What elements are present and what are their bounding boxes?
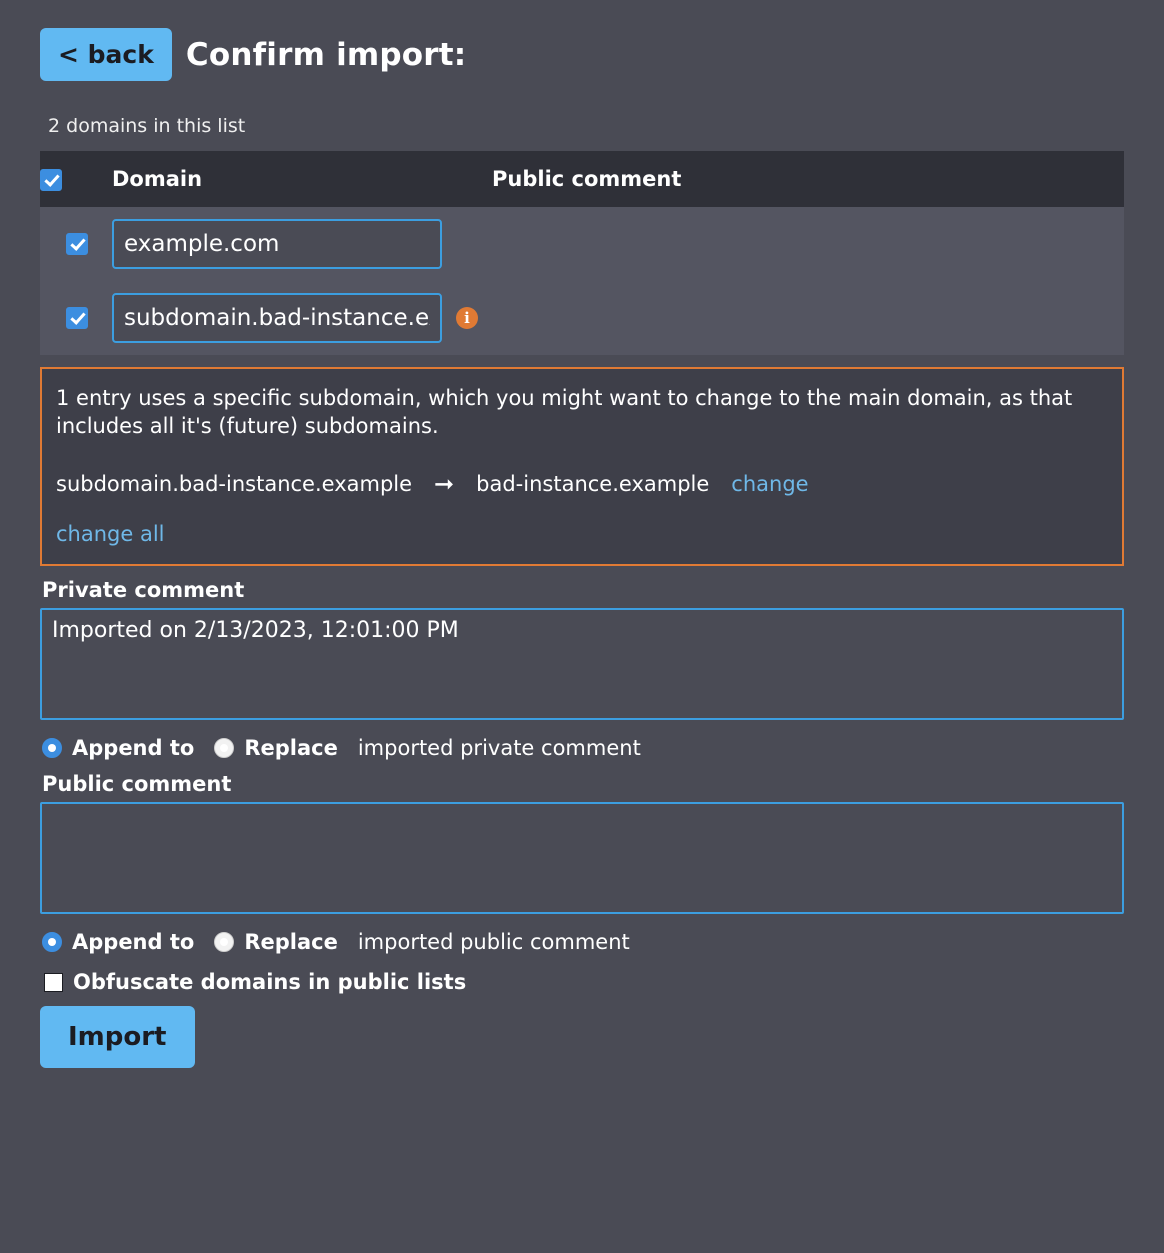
- row-public-comment-cell: [492, 207, 1124, 281]
- import-button[interactable]: Import: [40, 1006, 195, 1068]
- row-checkbox-1[interactable]: [66, 233, 88, 255]
- row-select-cell: [40, 281, 112, 355]
- domain-with-warning: [112, 293, 492, 343]
- table-header-row: [40, 151, 1124, 207]
- public-replace-label: Replace: [244, 930, 338, 955]
- subdomain-warning-box: [40, 367, 1124, 566]
- row-select-cell: [40, 207, 112, 281]
- mapping-to: bad-instance.example: [476, 472, 710, 497]
- table-row: [40, 207, 1124, 281]
- public-comment-label: Public comment: [42, 772, 232, 797]
- private-replace-label: Replace: [244, 736, 338, 761]
- domain-table: [40, 151, 1124, 355]
- warning-text: 1 entry uses a specific subdomain, which you might want to change to the main domain, as that includes all it's (future) subdomains.: [56, 386, 1073, 438]
- select-all-checkbox[interactable]: [40, 169, 62, 191]
- obfuscate-row: [44, 970, 1132, 994]
- table-row: [40, 281, 1124, 355]
- change-link[interactable]: change: [731, 472, 809, 497]
- public-append-label: Append to: [72, 930, 195, 955]
- arrow-right-icon: ➞: [434, 470, 455, 499]
- public-comment-textarea[interactable]: [40, 802, 1124, 914]
- public-replace-radio[interactable]: [214, 932, 234, 952]
- page-header: [40, 28, 1132, 81]
- private-append-label: Append to: [72, 736, 195, 761]
- private-mode-tail-label: imported private comment: [357, 736, 641, 761]
- column-header-public-comment: Public comment: [492, 167, 682, 191]
- obfuscate-checkbox[interactable]: [44, 973, 63, 992]
- subdomain-mapping-row: [56, 470, 1108, 498]
- row-domain-cell: [112, 281, 492, 355]
- domain-input-2[interactable]: [112, 293, 442, 343]
- info-icon[interactable]: i: [456, 307, 478, 329]
- column-header-domain: Domain: [112, 167, 203, 191]
- row-domain-cell: [112, 207, 492, 281]
- public-comment-mode-row: [42, 930, 1132, 954]
- domain-table-header: [40, 151, 1124, 207]
- domain-table-body: [40, 207, 1124, 355]
- domain-count-text: 2 domains in this list: [48, 115, 246, 137]
- private-comment-mode-row: [42, 736, 1132, 760]
- page-title: Confirm import:: [185, 36, 467, 73]
- private-comment-textarea[interactable]: [40, 608, 1124, 720]
- row-checkbox-2[interactable]: [66, 307, 88, 329]
- public-mode-tail-label: imported public comment: [357, 930, 630, 955]
- private-replace-radio[interactable]: [214, 738, 234, 758]
- obfuscate-label: Obfuscate domains in public lists: [73, 970, 467, 995]
- row-public-comment-cell: [492, 281, 1124, 355]
- mapping-from: subdomain.bad-instance.example: [56, 472, 413, 497]
- private-append-radio[interactable]: [42, 738, 62, 758]
- public-append-radio[interactable]: [42, 932, 62, 952]
- back-button[interactable]: < back: [40, 28, 172, 81]
- change-all-link[interactable]: change all: [56, 522, 165, 547]
- domain-input-1[interactable]: [112, 219, 442, 269]
- select-all-cell: [40, 151, 112, 207]
- private-comment-label: Private comment: [42, 578, 245, 603]
